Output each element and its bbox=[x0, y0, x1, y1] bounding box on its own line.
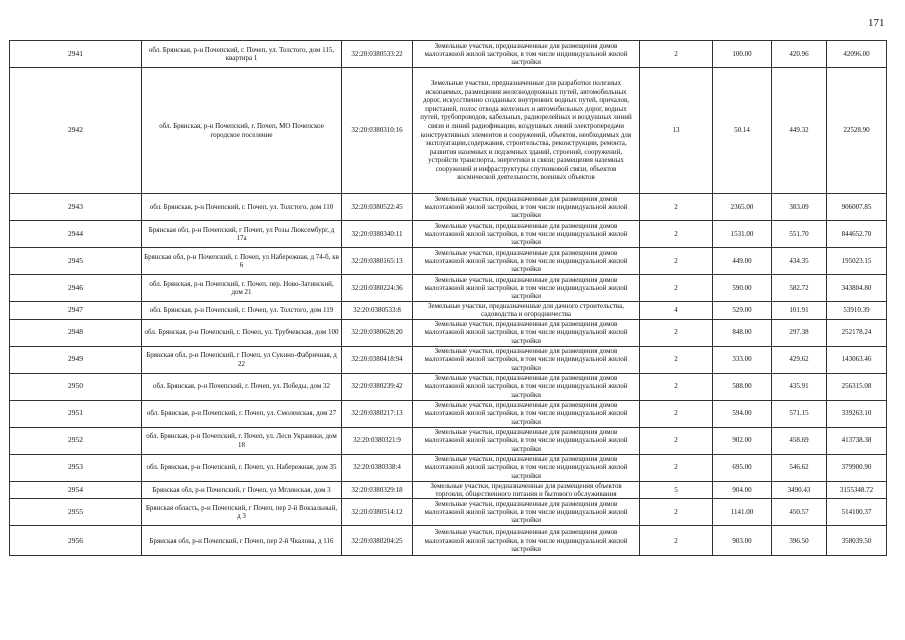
address-cell: обл. Брянская, р-н Почепский, г. Почеп, ул. Леси Украинки, дом 18 bbox=[142, 427, 342, 454]
table-row bbox=[10, 454, 887, 481]
specific-value-cell: 551.70 bbox=[772, 221, 827, 248]
area-cell: 590.00 bbox=[713, 275, 772, 302]
row-number: 2952 bbox=[10, 427, 142, 454]
cadastral-number-cell: 32:20:0380533:8 bbox=[342, 302, 413, 320]
cadastral-number-cell: 32:20:0380224:36 bbox=[342, 275, 413, 302]
row-number: 2946 bbox=[10, 275, 142, 302]
table-row bbox=[10, 373, 887, 400]
cadastral-value-cell: 379900.90 bbox=[827, 454, 887, 481]
cadastral-number-cell: 32:20:0380165:13 bbox=[342, 248, 413, 275]
row-number: 2942 bbox=[10, 68, 142, 194]
specific-value-cell: 435.91 bbox=[772, 373, 827, 400]
area-cell: 100.00 bbox=[713, 41, 772, 68]
address-cell: обл. Брянская, р-н Почепский, г. Почеп, ул. Толстого, дом 119 bbox=[142, 302, 342, 320]
land-use-cell: Земельные участки, предназначенные для размещения домов малоэтажной жилой застройки, в том числе индивидуальной жилой застройки bbox=[413, 526, 640, 556]
land-use-cell: Земельные участки, предназначенные для размещения домов малоэтажной жилой застройки, в том числе индивидуальной жилой застройки bbox=[413, 221, 640, 248]
page-number: 171 bbox=[868, 17, 885, 29]
group-code-cell: 2 bbox=[640, 427, 713, 454]
table-row bbox=[10, 499, 887, 526]
cadastral-value-cell: 514100.37 bbox=[827, 499, 887, 526]
group-code-cell: 2 bbox=[640, 275, 713, 302]
land-use-cell: Земельные участки, предназначенные для размещения домов малоэтажной жилой застройки, в том числе индивидуальной жилой застройки bbox=[413, 427, 640, 454]
address-cell: обл. Брянская, р-н Почепский, г. Почеп, ул. Толстого, дом 115, квартира 1 bbox=[142, 41, 342, 68]
group-code-cell: 4 bbox=[640, 302, 713, 320]
row-number: 2948 bbox=[10, 319, 142, 346]
row-number: 2950 bbox=[10, 373, 142, 400]
cadastral-number-cell: 32:20:0380418:94 bbox=[342, 346, 413, 373]
area-cell: 1531.00 bbox=[713, 221, 772, 248]
cadastral-number-cell: 32:20:0380310:16 bbox=[342, 68, 413, 194]
row-number: 2951 bbox=[10, 400, 142, 427]
row-number: 2953 bbox=[10, 454, 142, 481]
land-use-cell: Земельные участки, предназначенные для размещения домов малоэтажной жилой застройки, в том числе индивидуальной жилой застройки bbox=[413, 248, 640, 275]
row-number: 2943 bbox=[10, 194, 142, 221]
land-use-cell: Земельные участки, предназначенные для размещения домов малоэтажной жилой застройки, в том числе индивидуальной жилой застройки bbox=[413, 454, 640, 481]
cadastral-number-cell: 32:20:0380217:13 bbox=[342, 400, 413, 427]
area-cell: 1141.00 bbox=[713, 499, 772, 526]
address-cell: Брянская обл, р-н Почепский, г Почеп, ул Розы Люксембург, д 17а bbox=[142, 221, 342, 248]
table-row bbox=[10, 194, 887, 221]
address-cell: Брянская обл, р-н Почепский, г Почеп, пер 2-й Чкалова, д 116 bbox=[142, 526, 342, 556]
cadastral-value-cell: 256315.08 bbox=[827, 373, 887, 400]
group-code-cell: 2 bbox=[640, 248, 713, 275]
specific-value-cell: 101.91 bbox=[772, 302, 827, 320]
specific-value-cell: 450.57 bbox=[772, 499, 827, 526]
table-row bbox=[10, 346, 887, 373]
area-cell: 2365.00 bbox=[713, 194, 772, 221]
specific-value-cell: 449.32 bbox=[772, 68, 827, 194]
cadastral-number-cell: 32:20:0380321:9 bbox=[342, 427, 413, 454]
land-plot-table bbox=[9, 40, 887, 556]
cadastral-number-cell: 32:20:0380204:25 bbox=[342, 526, 413, 556]
specific-value-cell: 383.09 bbox=[772, 194, 827, 221]
address-cell: обл. Брянская, р-н Почепский, г. Почеп, ул. Набережная, дом 35 bbox=[142, 454, 342, 481]
cadastral-number-cell: 32:20:0380329:18 bbox=[342, 481, 413, 499]
row-number: 2941 bbox=[10, 41, 142, 68]
row-number: 2955 bbox=[10, 499, 142, 526]
cadastral-number-cell: 32:20:0380522:45 bbox=[342, 194, 413, 221]
specific-value-cell: 420.96 bbox=[772, 41, 827, 68]
specific-value-cell: 3490.43 bbox=[772, 481, 827, 499]
table-row bbox=[10, 319, 887, 346]
cadastral-number-cell: 32:20:0380338:4 bbox=[342, 454, 413, 481]
table-row bbox=[10, 526, 887, 556]
row-number: 2949 bbox=[10, 346, 142, 373]
cadastral-number-cell: 32:20:0380533:22 bbox=[342, 41, 413, 68]
cadastral-value-cell: 906007.85 bbox=[827, 194, 887, 221]
group-code-cell: 2 bbox=[640, 400, 713, 427]
cadastral-value-cell: 844652.70 bbox=[827, 221, 887, 248]
land-use-cell: Земельные участки, предназначенные для дачного строительства, садоводства и огородничества bbox=[413, 302, 640, 320]
cadastral-value-cell: 22528.90 bbox=[827, 68, 887, 194]
area-cell: 902.00 bbox=[713, 427, 772, 454]
row-number: 2956 bbox=[10, 526, 142, 556]
area-cell: 50.14 bbox=[713, 68, 772, 194]
specific-value-cell: 297.38 bbox=[772, 319, 827, 346]
table-row bbox=[10, 68, 887, 194]
group-code-cell: 2 bbox=[640, 346, 713, 373]
land-use-cell: Земельные участки, предназначенные для размещения домов малоэтажной жилой застройки, в том числе индивидуальной жилой застройки bbox=[413, 400, 640, 427]
row-number: 2947 bbox=[10, 302, 142, 320]
address-cell: Брянская обл, р-н Почепский, г. Почеп, ул Набережная, д 74-б, кв 6 bbox=[142, 248, 342, 275]
land-use-cell: Земельные участки, предназначенные для размещения домов малоэтажной жилой застройки, в том числе индивидуальной жилой застройки bbox=[413, 41, 640, 68]
address-cell: обл. Брянская, р-н Почепский, г. Почеп, ул. Толстого, дом 110 bbox=[142, 194, 342, 221]
table-row bbox=[10, 427, 887, 454]
area-cell: 588.00 bbox=[713, 373, 772, 400]
specific-value-cell: 571.15 bbox=[772, 400, 827, 427]
area-cell: 695.00 bbox=[713, 454, 772, 481]
group-code-cell: 5 bbox=[640, 481, 713, 499]
area-cell: 903.00 bbox=[713, 526, 772, 556]
table-row bbox=[10, 302, 887, 320]
group-code-cell: 2 bbox=[640, 41, 713, 68]
cadastral-value-cell: 195023.15 bbox=[827, 248, 887, 275]
cadastral-value-cell: 3155348.72 bbox=[827, 481, 887, 499]
land-use-cell: Земельные участки, предназначенные для размещения домов малоэтажной жилой застройки, в том числе индивидуальной жилой застройки bbox=[413, 194, 640, 221]
group-code-cell: 2 bbox=[640, 221, 713, 248]
cadastral-value-cell: 42096.00 bbox=[827, 41, 887, 68]
land-use-cell: Земельные участки, предназначенные для размещения домов малоэтажной жилой застройки, в том числе индивидуальной жилой застройки bbox=[413, 319, 640, 346]
specific-value-cell: 546.62 bbox=[772, 454, 827, 481]
specific-value-cell: 458.69 bbox=[772, 427, 827, 454]
land-use-cell: Земельные участки, предназначенные для размещения домов малоэтажной жилой застройки, в том числе индивидуальной жилой застройки bbox=[413, 499, 640, 526]
area-cell: 848.00 bbox=[713, 319, 772, 346]
group-code-cell: 2 bbox=[640, 194, 713, 221]
address-cell: Брянская область, р-н Почепский, г Почеп, пер 2-й Вокзальный, д 3 bbox=[142, 499, 342, 526]
group-code-cell: 13 bbox=[640, 68, 713, 194]
group-code-cell: 2 bbox=[640, 373, 713, 400]
row-number: 2954 bbox=[10, 481, 142, 499]
land-use-cell: Земельные участки, предназначенные для размещения домов малоэтажной жилой застройки, в том числе индивидуальной жилой застройки bbox=[413, 373, 640, 400]
address-cell: обл. Брянская, р-н Почепский, г. Почеп, ул. Смоленская, дом 27 bbox=[142, 400, 342, 427]
group-code-cell: 2 bbox=[640, 319, 713, 346]
cadastral-value-cell: 343804.80 bbox=[827, 275, 887, 302]
cadastral-number-cell: 32:20:0380239:42 bbox=[342, 373, 413, 400]
row-number: 2945 bbox=[10, 248, 142, 275]
group-code-cell: 2 bbox=[640, 499, 713, 526]
area-cell: 904.00 bbox=[713, 481, 772, 499]
area-cell: 529.00 bbox=[713, 302, 772, 320]
cadastral-number-cell: 32:20:0380340:11 bbox=[342, 221, 413, 248]
group-code-cell: 2 bbox=[640, 526, 713, 556]
cadastral-value-cell: 358039.50 bbox=[827, 526, 887, 556]
address-cell: Брянская обл, р-н Почепский, г Почеп, ул Мглинская, дом 3 bbox=[142, 481, 342, 499]
land-use-cell: Земельные участки, предназначенные для размещения домов малоэтажной жилой застройки, в том числе индивидуальной жилой застройки bbox=[413, 346, 640, 373]
row-number: 2944 bbox=[10, 221, 142, 248]
cadastral-number-cell: 32:20:0380628:20 bbox=[342, 319, 413, 346]
table-row bbox=[10, 275, 887, 302]
specific-value-cell: 582.72 bbox=[772, 275, 827, 302]
cadastral-value-cell: 53910.39 bbox=[827, 302, 887, 320]
cadastral-value-cell: 143063.46 bbox=[827, 346, 887, 373]
specific-value-cell: 429.62 bbox=[772, 346, 827, 373]
land-use-cell: Земельные участки, предназначенные для размещения объектов торговли, общественного питания и бытового обслуживания bbox=[413, 481, 640, 499]
address-cell: обл. Брянская, р-н Почепский, г. Почеп, ул. Победы, дом 32 bbox=[142, 373, 342, 400]
land-use-cell: Земельные участки, предназначенные для разработки полезных ископаемых, размещения железнодорожных путей, автомобильных дорог, искусственно созданных внутренних водных путей, причалов, пристаней, полос отвода железных и автомобильных дорог, водных путей, трубопроводов, кабельных, радиорелейных и воздушных линий связи и линий радиофикации, воздушных линий электропередачи конструктивных элементов и сооружений, объектов, необходимых для эксплуатации,содержания, строительства, реконструкции, ремонта, развития наземных и подземных зданий, строений, сооружений, устройств транспорта, энергетики и связи; размещения наземных сооружений и инфраструктуры спутниковой связи, объектов космической деятельности, военных объектов bbox=[413, 68, 640, 194]
cadastral-value-cell: 413738.38 bbox=[827, 427, 887, 454]
land-use-cell: Земельные участки, предназначенные для размещения домов малоэтажной жилой застройки, в том числе индивидуальной жилой застройки bbox=[413, 275, 640, 302]
group-code-cell: 2 bbox=[640, 454, 713, 481]
area-cell: 449.00 bbox=[713, 248, 772, 275]
cadastral-value-cell: 339263.10 bbox=[827, 400, 887, 427]
area-cell: 333.00 bbox=[713, 346, 772, 373]
specific-value-cell: 434.35 bbox=[772, 248, 827, 275]
cadastral-value-cell: 252178.24 bbox=[827, 319, 887, 346]
address-cell: обл. Брянская, р-н Почепский, г. Почеп, ул. Трубчевская, дом 100 bbox=[142, 319, 342, 346]
table-row bbox=[10, 248, 887, 275]
table-row bbox=[10, 400, 887, 427]
table-row bbox=[10, 481, 887, 499]
address-cell: Брянская обл, р-н Почепский, г Почеп, ул Сукнно-Фабричная, д 22 bbox=[142, 346, 342, 373]
table-row bbox=[10, 221, 887, 248]
address-cell: обл. Брянская, р-н Почепский, г. Почеп, МО Почепское городское поселение bbox=[142, 68, 342, 194]
specific-value-cell: 396.50 bbox=[772, 526, 827, 556]
area-cell: 594.00 bbox=[713, 400, 772, 427]
cadastral-number-cell: 32:20:0380514:12 bbox=[342, 499, 413, 526]
table-row bbox=[10, 41, 887, 68]
address-cell: обл. Брянская, р-н Почепский, г. Почеп, пер. Ново-Затинский, дом 21 bbox=[142, 275, 342, 302]
